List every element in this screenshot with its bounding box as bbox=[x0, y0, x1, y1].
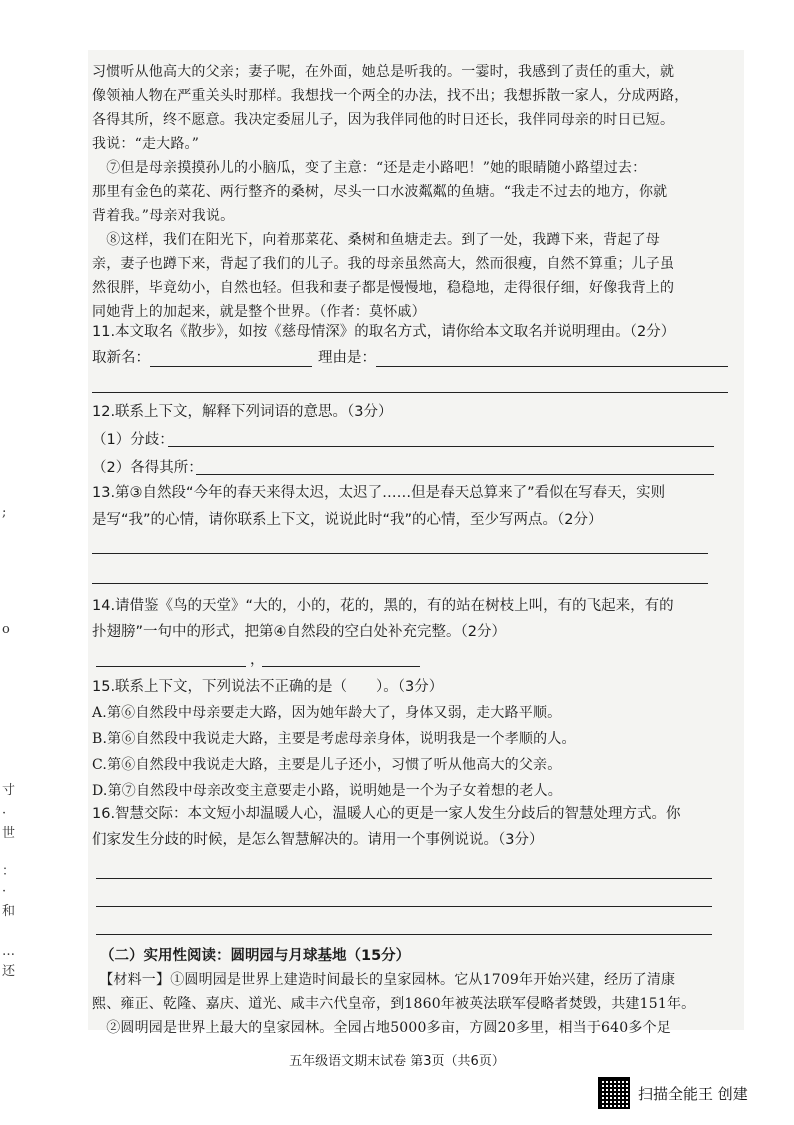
q11-reason-label: 理由是： bbox=[318, 350, 376, 366]
q12-a-answer-line[interactable] bbox=[168, 446, 714, 447]
q15-option-c[interactable]: C.第⑥自然段中我说走大路，主要是儿子还小，习惯了听从他高大的父亲。 bbox=[92, 757, 562, 773]
q13-answer-line-2[interactable] bbox=[92, 583, 708, 584]
q12-item-a: （1）分歧： bbox=[92, 432, 174, 448]
q16-answer-line-1[interactable] bbox=[96, 878, 712, 879]
passage-line: 然很胖，毕竟幼小，自然也轻。但我和妻子都是慢慢地，稳稳地，走得很仔细，好像我背上的 bbox=[92, 280, 675, 296]
margin-mark: … bbox=[2, 944, 15, 959]
margin-mark: ： bbox=[2, 864, 16, 879]
q12-b-answer-line[interactable] bbox=[196, 474, 714, 475]
margin-mark: 和 bbox=[2, 904, 16, 919]
material-1-line: 熙、雍正、乾隆、嘉庆、道光、咸丰六代皇帝，到1860年被英法联军侵略者焚毁，共建151年。 bbox=[92, 996, 696, 1012]
question-16-line-2: 们家发生分歧的时候，是怎么智慧解决的。请用一个事例说说。（3分） bbox=[92, 832, 544, 848]
q16-answer-line-2[interactable] bbox=[96, 906, 712, 907]
passage-line: 同她背上的加起来，就是整个世界。（作者：莫怀戚） bbox=[92, 304, 426, 320]
margin-mark: 还 bbox=[2, 964, 16, 979]
margin-mark: 寸 bbox=[2, 783, 16, 798]
passage-line: 像领袖人物在严重关头时那样。我想找一个两全的办法，找不出；我想拆散一家人，分成两路， bbox=[92, 88, 689, 104]
passage-line: 亲，妻子也蹲下来，背起了我们的儿子。我的母亲虽然高大，然而很瘦，自然不算重；儿子虽 bbox=[92, 256, 675, 272]
question-13-line-1: 13.第③自然段“今年的春天来得太迟，太迟了……但是春天总算来了”看似在写春天，实则 bbox=[92, 485, 666, 501]
scanner-label: 扫描全能王 创建 bbox=[638, 1084, 748, 1103]
material-1-line: ②圆明园是世界上最大的皇家园林。全园占地5000多亩，方圆20多里，相当于640多个足 bbox=[92, 1020, 671, 1036]
margin-mark: ; bbox=[2, 505, 7, 520]
passage-line: ⑦但是母亲摸摸孙儿的小脑瓜，变了主意：“还是走小路吧！”她的眼睛随小路望过去： bbox=[92, 160, 647, 176]
q14-answer-line-2[interactable] bbox=[262, 666, 420, 667]
q11-name-label: 取新名： bbox=[92, 350, 150, 366]
question-16-line-1: 16.智慧交际：本文短小却温暖人心，温暖人心的更是一家人发生分歧后的智慧处理方式。你 bbox=[92, 806, 681, 822]
scanner-watermark bbox=[598, 1076, 748, 1110]
margin-mark: o bbox=[2, 622, 10, 637]
passage-line: 我说：“走大路。” bbox=[92, 136, 200, 152]
qr-code-icon bbox=[598, 1077, 630, 1109]
section-2-heading: （二）实用性阅读：圆明园与月球基地（15分） bbox=[100, 948, 411, 964]
question-15: 15.联系上下文，下列说法不正确的是（ ）。（3分） bbox=[92, 679, 444, 695]
page-footer: 五年级语文期末试卷 第3页（共6页） bbox=[289, 1054, 505, 1069]
margin-mark: 世 bbox=[2, 826, 16, 841]
q14-separator: ， bbox=[250, 652, 265, 668]
question-14-line-2: 扑翅膀”一句中的形式，把第④自然段的空白处补充完整。（2分） bbox=[92, 624, 506, 640]
q14-answer-line-1[interactable] bbox=[96, 666, 246, 667]
margin-mark: · bbox=[2, 806, 7, 821]
q15-option-d[interactable]: D.第⑦自然段中母亲改变主意要走小路，说明她是一个为子女着想的老人。 bbox=[92, 783, 562, 799]
question-12: 12.联系上下文，解释下列词语的意思。（3分） bbox=[92, 404, 393, 420]
q15-option-a[interactable]: A.第⑥自然段中母亲要走大路，因为她年龄大了，身体又弱，走大路平顺。 bbox=[92, 705, 562, 721]
question-11: 11.本文取名《散步》，如按《慈母情深》的取名方式，请你给本文取名并说明理由。（2分） bbox=[92, 324, 676, 340]
q16-answer-line-3[interactable] bbox=[96, 934, 712, 935]
q11-answer-line-2[interactable] bbox=[92, 392, 728, 393]
passage-line: ⑧这样，我们在阳光下，向着那菜花、桑树和鱼塘走去。到了一处，我蹲下来，背起了母 bbox=[92, 232, 660, 248]
q11-name-answer-line[interactable] bbox=[150, 366, 312, 367]
left-margin-fragments bbox=[0, 0, 40, 1125]
q15-option-b[interactable]: B.第⑥自然段中我说走大路，主要是考虑母亲身体，说明我是一个孝顺的人。 bbox=[92, 731, 576, 747]
passage-line: 背着我。”母亲对我说。 bbox=[92, 208, 235, 224]
q12-item-b: （2）各得其所： bbox=[92, 460, 203, 476]
question-14-line-1: 14.请借鉴《鸟的天堂》“大的，小的，花的，黑的，有的站在树枝上叫，有的飞起来，有的 bbox=[92, 598, 674, 614]
q13-answer-line-1[interactable] bbox=[92, 553, 708, 554]
passage-line: 那里有金色的菜花、两行整齐的桑树，尽头一口水波粼粼的鱼塘。“我走不过去的地方，你就 bbox=[92, 184, 668, 200]
material-1-line: 【材料一】①圆明园是世界上建造时间最长的皇家园林。它从1709年开始兴建，经历了清康 bbox=[92, 972, 676, 988]
margin-mark: · bbox=[2, 884, 7, 899]
passage-line: 习惯听从他高大的父亲；妻子呢，在外面，她总是听我的。一霎时，我感到了责任的重大，就 bbox=[92, 64, 675, 80]
passage-line: 各得其所，终不愿意。我决定委屈儿子，因为我伴同他的时日还长，我伴同母亲的时日已短。 bbox=[92, 112, 675, 128]
question-13-line-2: 是写“我”的心情，请你联系上下文，说说此时“我”的心情，至少写两点。（2分） bbox=[92, 512, 603, 528]
q11-reason-answer-line[interactable] bbox=[376, 366, 728, 367]
